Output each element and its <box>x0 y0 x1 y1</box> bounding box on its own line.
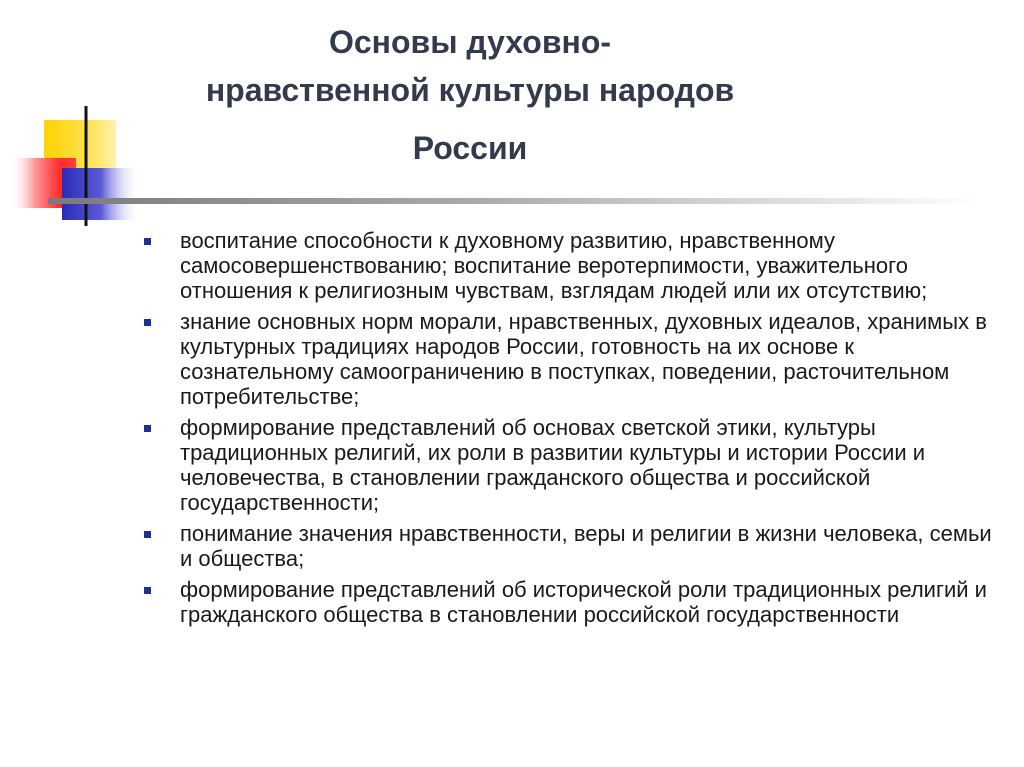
list-item-text: знание основных норм морали, нравственных, духовных идеалов, хранимых в культурных традициях народов России, готовность на их основе к сознательному самоограничению в поступках, поведении, расточительном потребительстве; <box>180 309 987 409</box>
list-item-text: понимание значения нравственности, веры и религии в жизни человека, семьи и общества; <box>180 521 992 571</box>
list-item <box>144 577 1004 627</box>
list-item <box>144 521 1004 571</box>
square-bullet-icon <box>144 587 151 594</box>
title-line-1: Основы духовно- <box>328 24 612 60</box>
list-item-text: формирование представлений об исторической роли традиционных религий и гражданского общества в становлении российской государственности <box>180 577 987 627</box>
bullet-list <box>144 228 1004 633</box>
list-item-text: формирование представлений об основах светской этики, культуры традиционных религий, их роли в развитии культуры и истории России и человечества, в становлении гражданского общества и российской государственности; <box>180 415 926 515</box>
blue-square <box>62 168 140 220</box>
slide-title <box>200 18 740 172</box>
square-bullet-icon <box>144 531 151 538</box>
list-item <box>144 309 1004 409</box>
corner-decoration <box>0 0 140 240</box>
square-bullet-icon <box>144 238 151 245</box>
list-item <box>144 228 1004 303</box>
square-bullet-icon <box>144 319 151 326</box>
title-line-2: нравственной культуры народов <box>205 72 735 108</box>
title-divider <box>48 198 978 204</box>
title-line-3: России <box>412 130 528 166</box>
square-bullet-icon <box>144 425 151 432</box>
list-item-text: воспитание способности к духовному развитию, нравственному самосовершенствованию; воспитание веротерпимости, уважительного отношения к религиозным чувствам, взглядам людей или их отсутствию; <box>180 228 928 303</box>
list-item <box>144 415 1004 515</box>
